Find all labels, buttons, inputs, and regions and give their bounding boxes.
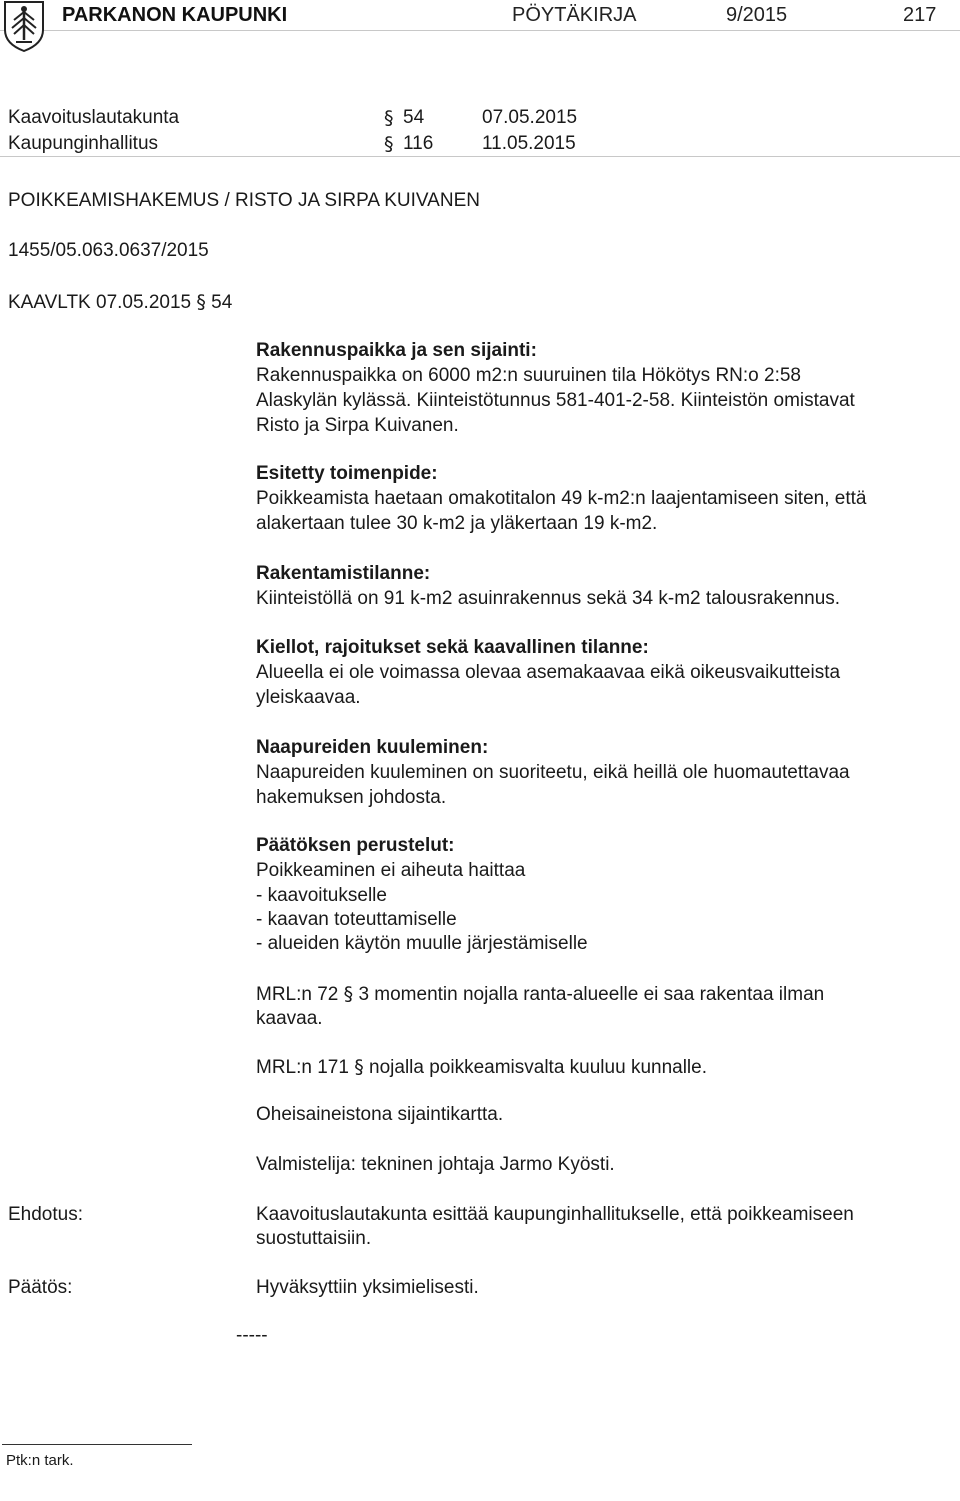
- body-name: Kaupunginhallitus: [8, 133, 159, 154]
- grounds-line: - kaavan toteuttamiselle: [256, 909, 457, 930]
- location-line: Alaskylän kylässä. Kiinteistötunnus 581-401-2-58. Kiinteistön omistavat: [256, 390, 855, 411]
- section-sign-icon: §: [384, 107, 394, 129]
- grounds-line: Poikkeaminen ei aiheuta haittaa: [256, 860, 526, 881]
- restrictions-line: Alueella ei ole voimassa olevaa asemakaavaa eikä oikeusvaikutteista: [256, 662, 841, 683]
- proposal-label: Ehdotus:: [8, 1204, 83, 1225]
- body-section: 116: [403, 133, 434, 154]
- end-mark: -----: [236, 1325, 268, 1346]
- attachment-note: Oheisaineistona sijaintikartta.: [256, 1104, 504, 1125]
- construction-heading: Rakentamistilanne:: [256, 563, 431, 584]
- body-section: 54: [403, 107, 425, 128]
- location-heading: Rakennuspaikka ja sen sijainti:: [256, 340, 537, 361]
- preparer-note: Valmistelija: tekninen johtaja Jarmo Kyösti.: [256, 1154, 615, 1175]
- subject-title: POIKKEAMISHAKEMUS / RISTO JA SIRPA KUIVANEN: [8, 190, 480, 211]
- diary-number: 1455/05.063.0637/2015: [8, 240, 209, 261]
- page-number: 217: [903, 4, 937, 26]
- restrictions-heading: Kiellot, rajoitukset sekä kaavallinen tilanne:: [256, 637, 649, 658]
- measure-line: Poikkeamista haetaan omakotitalon 49 k-m2:n laajentamiseen siten, että: [256, 488, 867, 509]
- grounds-heading: Päätöksen perustelut:: [256, 835, 455, 856]
- body-date: 11.05.2015: [482, 133, 576, 154]
- neighbours-heading: Naapureiden kuuleminen:: [256, 737, 489, 758]
- proposal-line: Kaavoituslautakunta esittää kaupunginhallitukselle, että poikkeamiseen: [256, 1204, 854, 1225]
- grounds-line: - kaavoitukselle: [256, 885, 387, 906]
- mrl72-line: [256, 982, 824, 1007]
- mrl72-text: 3 momentin nojalla ranta-alueelle ei saa rakentaa ilman: [358, 984, 825, 1005]
- section-sign-icon: §: [354, 1056, 364, 1078]
- location-line: Rakennuspaikka on 6000 m2:n suuruinen tila Hökötys RN:o 2:58: [256, 365, 801, 386]
- section-sign-icon: §: [384, 133, 394, 155]
- section-sign-icon: §: [196, 291, 206, 313]
- coat-of-arms-icon: [2, 0, 46, 52]
- construction-text: Kiinteistöllä on 91 k-m2 asuinrakennus sekä 34 k-m2 talousrakennus.: [256, 588, 841, 609]
- mrl171-text: nojalla poikkeamisvalta kuuluu kunnalle.: [369, 1057, 707, 1078]
- issue-number: 9/2015: [726, 4, 788, 26]
- document-header: [0, 0, 960, 31]
- body-date: 07.05.2015: [482, 107, 578, 128]
- grounds-line: - alueiden käytön muulle järjestämiselle: [256, 933, 588, 954]
- decision-label: Päätös:: [8, 1277, 73, 1298]
- meeting-reference: [8, 290, 232, 315]
- mrl72-line-cont: kaavaa.: [256, 1008, 323, 1029]
- document-type: PÖYTÄKIRJA: [512, 4, 637, 26]
- decision-text: Hyväksyttiin yksimielisesti.: [256, 1277, 479, 1298]
- city-name: PARKANON KAUPUNKI: [62, 4, 288, 26]
- mrl171-ref: MRL:n 171: [256, 1057, 349, 1078]
- meeting-body: KAAVLTK 07.05.2015: [8, 292, 192, 313]
- mrl171-line: [256, 1055, 707, 1080]
- body-name: Kaavoituslautakunta: [8, 107, 180, 128]
- location-line: Risto ja Sirpa Kuivanen.: [256, 415, 459, 436]
- measure-heading: Esitetty toimenpide:: [256, 463, 438, 484]
- measure-line: alakertaan tulee 30 k-m2 ja yläkertaan 19 k-m2.: [256, 513, 658, 534]
- neighbours-line: Naapureiden kuuleminen on suoriteetu, eikä heillä ole huomautettavaa: [256, 762, 850, 783]
- section-sign-icon: §: [343, 983, 354, 1005]
- proposal-line: suostuttaisiin.: [256, 1228, 372, 1249]
- meeting-section: 54: [211, 292, 233, 313]
- restrictions-line: yleiskaavaa.: [256, 687, 361, 708]
- signature-line: [2, 1444, 192, 1445]
- minutes-check-label: Ptk:n tark.: [6, 1452, 74, 1469]
- neighbours-line: hakemuksen johdosta.: [256, 787, 447, 808]
- section-divider: [0, 156, 960, 157]
- mrl72-ref: MRL:n 72: [256, 984, 339, 1005]
